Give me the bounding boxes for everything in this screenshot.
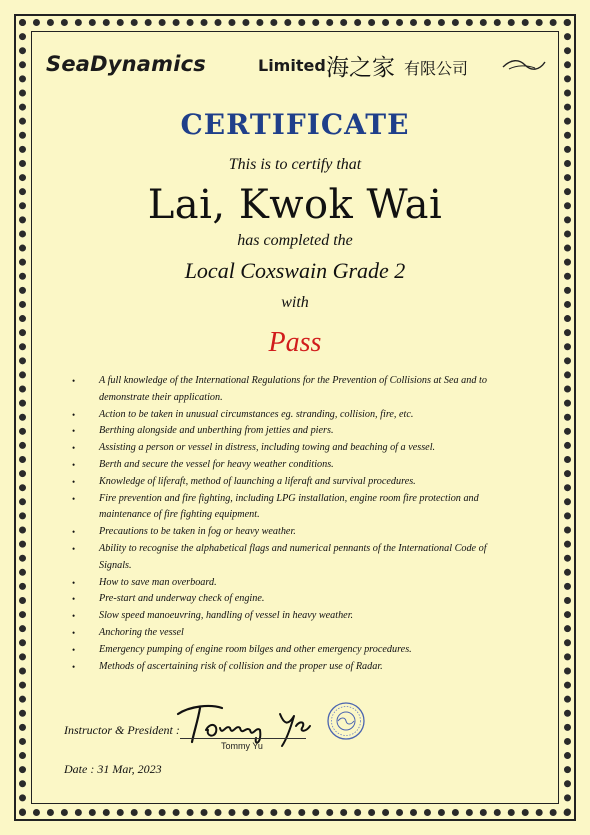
bullet-icon: • [72, 443, 76, 454]
list-item: • Anchoring the vessel [72, 625, 520, 642]
bullet-icon: • [72, 577, 76, 588]
company-seal-icon [326, 701, 366, 741]
company-header [46, 50, 546, 82]
bullet-icon: • [72, 409, 76, 420]
list-item: • How to save man overboard. [72, 575, 520, 592]
signature-line [180, 738, 306, 739]
list-item: • Emergency pumping of engine room bilges and other emergency procedures. [72, 642, 520, 659]
recipient-name: Lai, Kwok Wai [147, 182, 443, 228]
completed-text: has completed the [237, 232, 353, 249]
wave-logo-icon [501, 56, 547, 74]
list-item: • Precautions to be taken in fog or heavy weather. [72, 524, 520, 541]
bullet-icon: • [72, 543, 76, 554]
company-name-cn: 海之家 [326, 55, 395, 81]
list-item: • Action to be taken in unusual circumstances eg. stranding, collision, fire, etc. [72, 407, 520, 424]
company-suffix-en: Limited [258, 56, 326, 75]
issue-date: Date : 31 Mar, 2023 [64, 762, 162, 776]
intro-text: This is to certify that [228, 156, 362, 173]
bullet-icon: • [72, 493, 76, 504]
list-item: • Berth and secure the vessel for heavy weather conditions. [72, 457, 520, 474]
list-item: • A full knowledge of the International Regulations for the Prevention of Collisions at Sea and to demonstrate their application. [72, 375, 487, 403]
list-item: • Slow speed manoeuvring, handling of vessel in heavy weather. [72, 608, 520, 625]
course-name: Local Coxswain Grade 2 [184, 258, 406, 283]
signature-label: Instructor & President : [64, 723, 180, 737]
list-item: • Pre-start and underway check of engine. [72, 591, 520, 608]
list-item: • Fire prevention and fire fighting, including LPG installation, engine room fire protection and maintenance of fire fighting equipment. [72, 492, 479, 521]
bullet-icon: • [72, 611, 76, 622]
list-item: • Ability to recognise the alphabetical flags and numerical pennants of the International Code of Signals. [72, 542, 487, 571]
signer-name: Tommy Yu [221, 741, 263, 751]
bullet-icon: • [72, 627, 76, 638]
company-name-en: SeaDynamics [46, 52, 207, 76]
list-item: • Methods of ascertaining risk of collision and the proper use of Radar. [72, 659, 520, 676]
result-text: Pass [268, 327, 322, 358]
certificate-title: CERTIFICATE [180, 108, 410, 141]
bullet-icon: • [72, 476, 76, 487]
bullet-icon: • [72, 376, 76, 386]
bullet-icon: • [72, 594, 76, 605]
bullet-icon: • [72, 644, 76, 655]
bullet-icon: • [72, 426, 76, 437]
list-item: • Assisting a person or vessel in distress, including towing and beaching of a vessel. [72, 440, 520, 457]
bullet-icon: • [72, 661, 76, 672]
bullet-icon: • [72, 459, 76, 470]
bullet-icon: • [72, 527, 76, 538]
company-suffix-cn: 有限公司 [404, 59, 469, 78]
competency-list [72, 373, 520, 675]
list-item: • Knowledge of liferaft, method of launching a liferaft and survival procedures. [72, 474, 520, 491]
list-item: • Berthing alongside and unberthing from jetties and piers. [72, 423, 520, 440]
with-text: with [281, 294, 309, 311]
